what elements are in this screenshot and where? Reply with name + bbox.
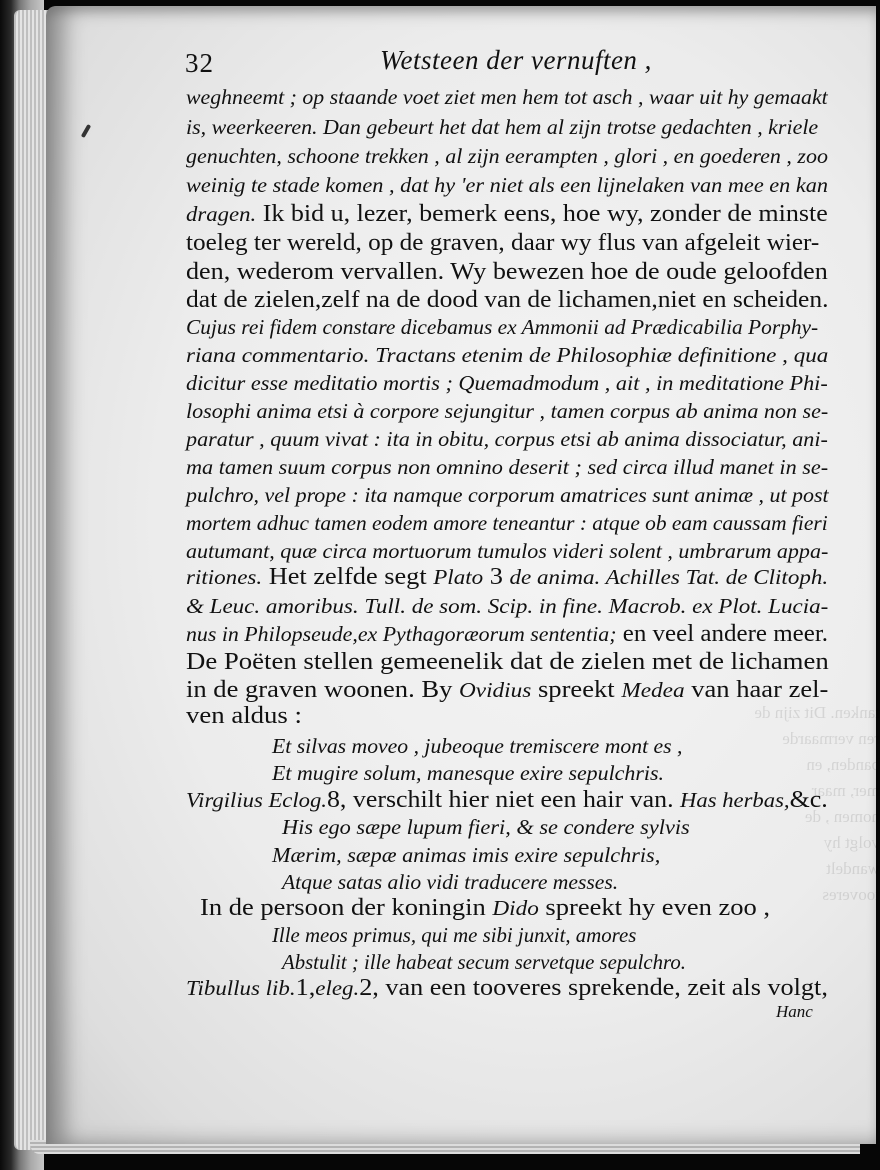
roman-run: 2, van een tooveres sprekende, zeit als volgt,	[359, 975, 828, 1001]
italic-run: autumant, quæ circa mortuorum tumulos videri solent , umbrarum appa-	[186, 539, 829, 563]
show-through-line: volgt hy	[823, 833, 880, 852]
italic-run: weinig te stade komen , dat hy 'er niet als een lijnelaken van mee en kan	[186, 173, 829, 197]
italic-run: Tibullus lib.	[186, 976, 296, 1000]
text-line	[186, 344, 828, 366]
roman-run: ven aldus :	[186, 703, 302, 729]
text-line	[186, 484, 829, 506]
italic-run: & Leuc. amoribus. Tull. de som. Scip. in fine. Macrob. ex Plot. Lucia-	[186, 594, 829, 618]
italic-run: dicitur esse meditatio mortis ; Quemadmodum , ait , in meditatione Phi-	[186, 371, 828, 395]
catchword: Hanc	[776, 1002, 813, 1021]
italic-run: pulchro, vel prope : ita namque corporum amatrices sunt animæ , ut post	[186, 483, 829, 507]
italic-run: de anima. Achilles Tat. de Clitoph.	[509, 565, 829, 589]
roman-run: toeleg ter wereld, op de graven, daar wy flus van afgeleit wier-	[186, 230, 820, 256]
text-line	[186, 704, 302, 728]
italic-run: losophi anima etsi à corpore sejungitur , tamen corpus ab anima non se-	[186, 399, 829, 423]
text-line	[186, 788, 828, 812]
text-line	[282, 951, 686, 973]
text-line	[186, 976, 828, 1000]
italic-run: nus in Philopseude,ex Pythagoræorum sententia;	[186, 622, 617, 646]
italic-run: weghneemt ; op staande voet ziet men hem tot asch , waar uit hy gemaakt	[186, 85, 828, 109]
text-line	[186, 288, 828, 312]
text-line	[186, 202, 828, 226]
italic-run: Virgilius Eclog.	[186, 788, 327, 812]
roman-run: Ik bid u, lezer, bemerk eens, hoe wy, zonder de minste	[256, 201, 828, 227]
roman-run: van haar zel-	[684, 677, 829, 703]
text-line	[186, 400, 828, 422]
text-line	[186, 428, 828, 450]
roman-run: in de graven woonen. By	[186, 677, 459, 703]
text-line	[186, 595, 828, 617]
italic-run: eleg.	[315, 976, 360, 1000]
italic-run: Abstulit ; ille habeat secum servetque sepulchro.	[282, 950, 686, 974]
roman-run: Het zelfde segt	[262, 564, 434, 590]
show-through-line: ren vermaarde	[782, 729, 880, 748]
roman-run: &c.	[789, 787, 828, 813]
text-line	[186, 316, 818, 338]
italic-run: riana commentario. Tractans etenim de Philosophiæ definitione , qua	[186, 343, 829, 367]
text-line	[282, 871, 618, 893]
text-line	[200, 896, 770, 920]
text-line	[186, 650, 829, 674]
italic-run: Cujus rei fidem constare dicebamus ex Ammonii ad Prædicabilia Porphy-	[186, 315, 819, 339]
show-through-line: wandelt	[826, 859, 880, 878]
show-through-line: tooveres	[822, 885, 880, 904]
italic-run: Et mugire solum, manesque exire sepulchris.	[272, 761, 664, 785]
roman-run: 8, verschilt hier niet een hair van.	[326, 787, 681, 813]
italic-run: Ovidius	[458, 678, 532, 702]
roman-run: dat de zielen,zelf na de dood van de lichamen,niet en scheiden.	[186, 287, 829, 313]
text-line	[272, 844, 660, 866]
roman-run: en veel andere meer.	[616, 621, 829, 647]
text-line	[186, 678, 828, 702]
text-line	[186, 622, 828, 646]
text-line	[186, 174, 828, 196]
italic-run: Mærim, sæpæ animas imis exire sepulchris,	[272, 843, 661, 867]
text-line	[272, 924, 636, 946]
show-through-line: banden, en	[806, 755, 880, 774]
text-line	[186, 512, 828, 534]
show-through-line: mer, maar	[811, 781, 880, 800]
italic-run: Et silvas moveo , jubeoque tremiscere mont es ,	[272, 734, 683, 758]
italic-run: is, weerkeeren. Dan gebeurt het dat hem al zijn trotse gedachten , kriele	[186, 115, 819, 139]
italic-run: mortem adhuc tamen eodem amore teneantur : atque ob eam caussam fieri	[186, 511, 828, 535]
italic-run: Medea	[621, 678, 685, 702]
italic-run: His ego sæpe lupum fieri, & se condere sylvis	[282, 815, 690, 839]
text-line	[282, 816, 690, 838]
text-line	[186, 231, 819, 255]
show-through-line: nomen , de	[804, 807, 880, 826]
text-line	[186, 565, 828, 589]
show-through-line: tanken. Dit zijn de	[754, 703, 880, 722]
roman-run: 3	[483, 564, 510, 590]
roman-run: den, wederom vervallen. Wy bewezen hoe de oude geloofden	[186, 259, 828, 285]
text-line	[186, 260, 828, 284]
roman-run: 1,	[295, 975, 316, 1001]
text-line	[272, 735, 682, 757]
italic-run: paratur , quum vivat : ita in obitu, corpus etsi ab anima dissociatur, ani-	[186, 427, 828, 451]
italic-run: Plato	[433, 565, 484, 589]
page-number: 32	[185, 48, 214, 78]
roman-run: In de persoon der koningin	[200, 895, 493, 921]
text-line	[186, 86, 828, 108]
italic-run: Dido	[492, 896, 539, 920]
text-line	[186, 456, 828, 478]
italic-run: ma tamen suum corpus non omnino deserit ; sed circa illud manet in se-	[186, 455, 829, 479]
text-line	[186, 540, 828, 562]
italic-run: Ille meos primus, qui me sibi junxit, amores	[272, 923, 637, 947]
italic-run: Has herbas,	[680, 788, 790, 812]
italic-run: dragen.	[186, 202, 257, 226]
text-line	[186, 145, 828, 167]
italic-run: Atque satas alio vidi traducere messes.	[282, 870, 619, 894]
roman-run: spreekt	[531, 677, 622, 703]
text-line	[186, 116, 818, 138]
italic-run: ritiones.	[186, 565, 263, 589]
roman-run: De Poëten stellen gemeenelik dat de zielen met de lichamen	[186, 649, 829, 675]
text-line	[272, 762, 664, 784]
roman-run: spreekt hy even zoo ,	[538, 895, 771, 921]
text-line	[186, 372, 828, 394]
running-title: Wetsteen der vernuften ,	[380, 45, 652, 75]
italic-run: genuchten, schoone trekken , al zijn eerampten , glori , en goederen , zoo	[186, 144, 828, 168]
